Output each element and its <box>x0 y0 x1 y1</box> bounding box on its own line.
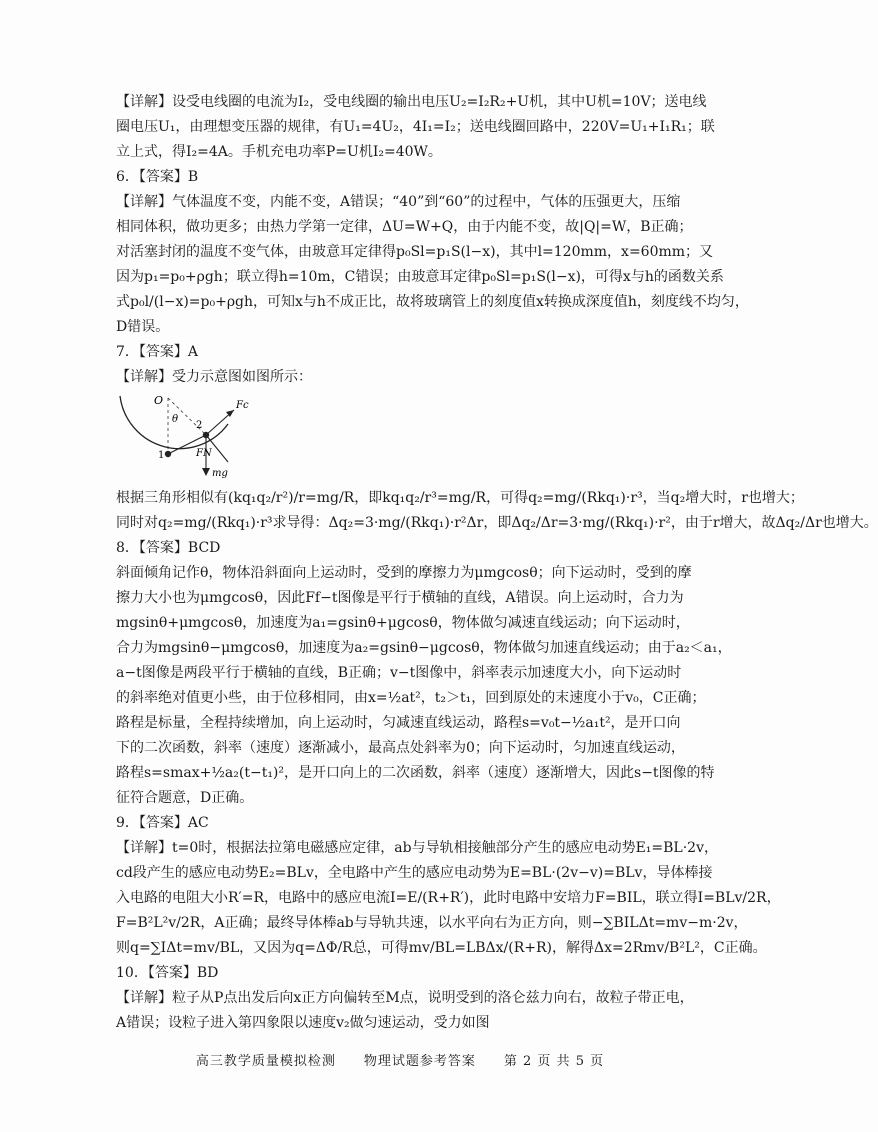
force-diagram-svg <box>116 392 266 484</box>
text-line: A错误；设粒子进入第四象限以速度v₂做匀速运动，受力如图 <box>116 1015 490 1031</box>
text-line: 7．【答案】A <box>116 344 199 360</box>
page-footer: 高三教学质量模拟检测 物理试题参考答案 第 2 页 共 5 页 <box>195 1054 605 1069</box>
force-diagram <box>116 392 706 484</box>
text-block-bottom <box>116 486 878 1036</box>
text-line: 路程是标量，全程持续增加，向上运动时，匀减速直线运动，路程s=v₀t−½a₁t²，是开口向 <box>116 715 681 731</box>
text-line: 根据三角形相似有(kq₁q₂/r²)/r=mg/R，即kq₁q₂/r³=mg/R，可得q₂=mg/(Rkq₁)·r³，当q₂增大时，r也增大； <box>116 490 804 506</box>
text-line: 【详解】粒子从P点出发后向x正方向偏转至M点，说明受到的洛仑兹力向右，故粒子带正电， <box>116 990 694 1006</box>
label-theta: θ <box>172 414 179 425</box>
text-line: 10．【答案】BD <box>116 965 219 981</box>
text-line: 同时对q₂=mg/(Rkq₁)·r³求导得：Δq₂=3·mg/(Rkq₁)·r²Δr，即Δq₂/Δr=3·mg/(Rkq₁)·r²，由于r增大，故Δq₂/Δr也增大。 <box>116 515 878 531</box>
text-line: 入电路的电阻大小R′=R，电路中的感应电流I=E/(R+R′)，此时电路中安培力F=BIL，联立得I=BLv/2R， <box>116 890 781 906</box>
page-content <box>116 90 878 1036</box>
text-line: 8．【答案】BCD <box>116 540 221 556</box>
text-line: a−t图像是两段平行于横轴的直线，B正确；v−t图像中，斜率表示加速度大小，向下运动时 <box>116 665 682 681</box>
label-fn: FN <box>196 448 212 459</box>
text-line: 相同体积，做功更多；由热力学第一定律，ΔU=W+Q，由于内能不变，故|Q|=W，B正确； <box>116 219 693 235</box>
text-line: 【详解】t=0时，根据法拉第电磁感应定律，ab与导轨相接触部分产生的感应电动势E₁=BL·2v， <box>116 840 718 856</box>
text-line: 圈电压U₁，由理想变压器的规律，有U₁=4U₂，4I₁=I₂；送电线圈回路中，220V=U₁+I₁R₁；联 <box>116 119 715 135</box>
label-o: O <box>154 394 164 407</box>
label-fc: Fc <box>236 400 249 411</box>
text-line: 【详解】设受电线圈的电流为I₂，受电线圈的输出电压U₂=I₂R₂+U机，其中U机=10V；送电线 <box>116 94 707 110</box>
text-line: 擦力大小也为μmgcosθ，因此Ff−t图像是平行于横轴的直线，A错误。向上运动时，合力为 <box>116 590 684 606</box>
text-block-top <box>116 90 749 390</box>
text-line: 对活塞封闭的温度不变气体，由玻意耳定律得p₀Sl=p₁S(l−x)，其中l=120mm，x=60mm；又 <box>116 244 714 260</box>
text-line: 下的二次函数，斜率（速度）逐渐减小，最高点处斜率为0；向下运动时，匀加速直线运动， <box>116 740 685 756</box>
text-line: 因为p₁=p₀+ρgh；联立得h=10m，C错误；由玻意耳定律p₀Sl=p₁S(l−x)，可得x与h的函数关系 <box>116 269 724 285</box>
text-line: 征符合题意，D正确。 <box>116 790 254 806</box>
text-line: 式p₀l/(l−x)=p₀+ρgh，可知x与h不成正比，故将玻璃管上的刻度值x转换成深度值h，刻度线不均匀， <box>116 294 749 310</box>
text-line: 的斜率绝对值更小些，由于位移相同，由x=½at²，t₂＞t₁，回到原处的末速度小于v₀，C正确； <box>116 690 706 706</box>
text-line: 【详解】受力示意图如图所示： <box>116 369 312 385</box>
text-line: 立上式，得I₂=4A。手机充电功率P=U机I₂=40W。 <box>116 144 442 160</box>
label-point-1: 1 <box>158 450 165 461</box>
text-line: 则q=∑IΔt=mv/BL，又因为q=ΔΦ/R总，可得mv/BL=LBΔx/(R+R)，解得Δx=2Rmv/B²L²，C正确。 <box>116 940 767 956</box>
text-line: D错误。 <box>116 319 170 335</box>
label-point-2: 2 <box>196 420 203 431</box>
text-line: mgsinθ+μmgcosθ，加速度为a₁=gsinθ+μgcosθ，物体做匀减速直线运动；向下运动时， <box>116 615 690 631</box>
text-line: 斜面倾角记作θ，物体沿斜面向上运动时，受到的摩擦力为μmgcosθ；向下运动时，受到的摩 <box>116 565 692 581</box>
text-line: cd段产生的感应电动势E₂=BLv，全电路中产生的感应电动势为E=BL·(2v−v)=BLv，导体棒接 <box>116 865 713 881</box>
text-line: 6．【答案】B <box>116 169 199 185</box>
text-line: F=B²L²v/2R，A正确；最终导体棒ab与导轨共速，以水平向右为正方向，则−∑BILΔt=mv−m·2v， <box>116 915 748 931</box>
text-line: 【详解】气体温度不变，内能不变，A错误；“40”到“60”的过程中，气体的压强更大，压缩 <box>116 194 681 210</box>
text-line: 9．【答案】AC <box>116 815 209 831</box>
text-line: 合力为mgsinθ−μmgcosθ，加速度为a₂=gsinθ−μgcosθ，物体做匀加速直线运动；由于a₂＜a₁， <box>116 640 732 656</box>
label-mg: mg <box>212 468 228 479</box>
text-line: 路程s=smax+½a₂(t−t₁)²，是开口向上的二次函数，斜率（速度）逐渐增大，因此s−t图像的特 <box>116 765 715 781</box>
